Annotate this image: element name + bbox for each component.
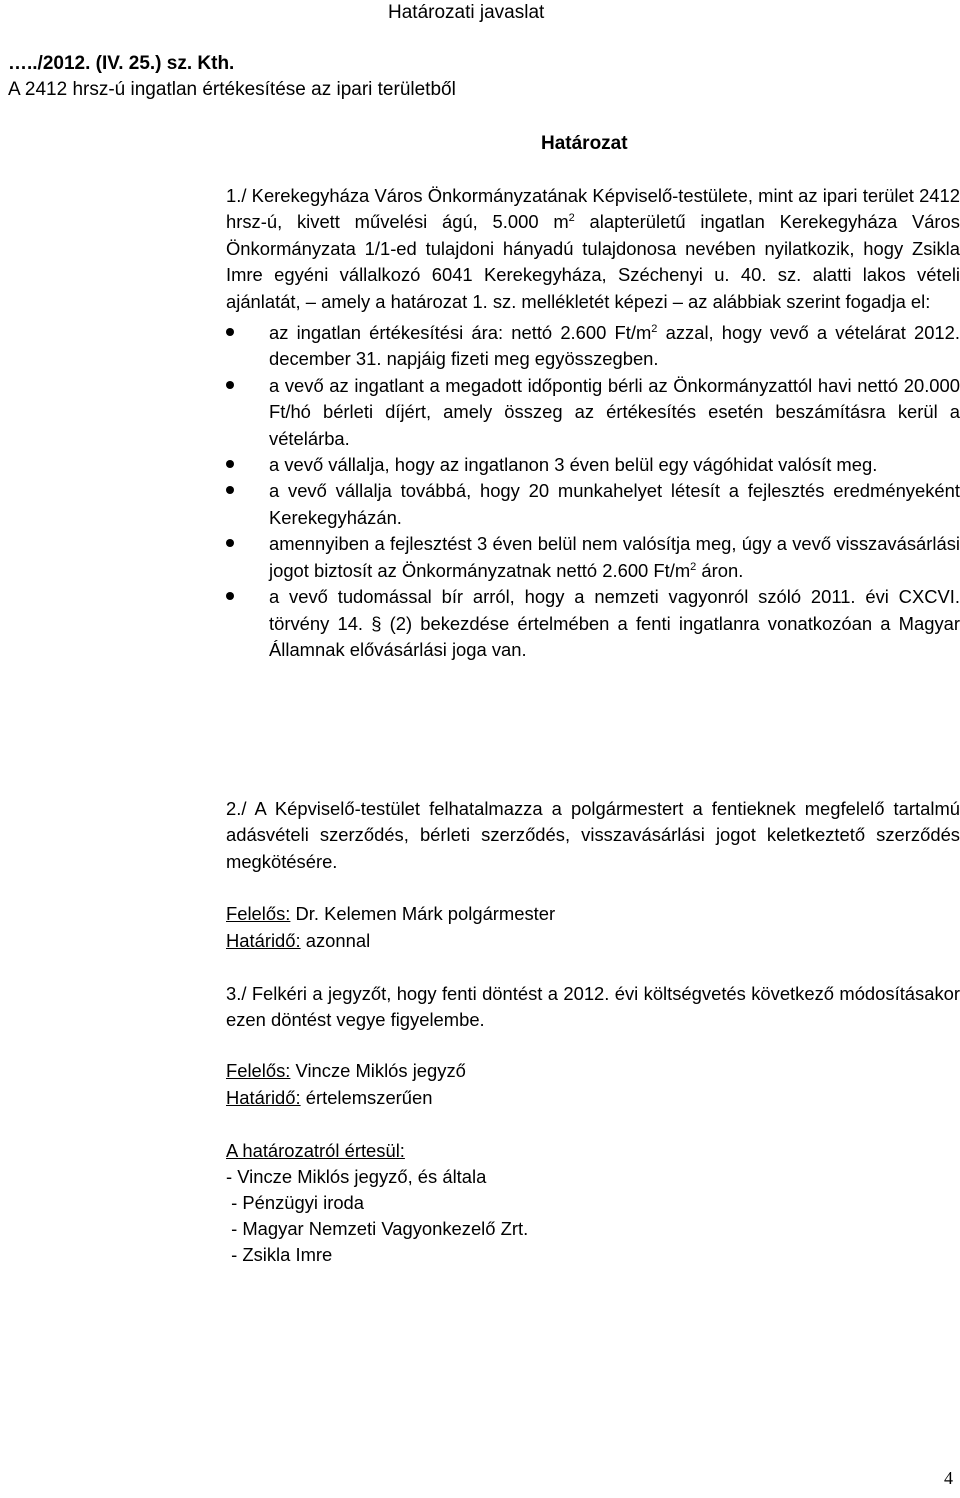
resolution-reference: …../2012. (IV. 25.) sz. Kth.: [8, 53, 235, 74]
bullet-icon: [226, 592, 234, 600]
notify-item: - Vincze Miklós jegyző, és általa: [226, 1166, 487, 1187]
list-item: a vevő vállalja továbbá, hogy 20 munkahelyet létesít a fejlesztés eredményeként Kerekegyházán.: [226, 478, 960, 531]
list-item: az ingatlan értékesítési ára: nettó 2.600 $Ft/m^2$ azzal, hogy vevő a vételárat 2012. december 31. napjáig fizeti meg egyösszegben.: [226, 320, 960, 373]
notify-title: A határozatról értesül:: [226, 1140, 405, 1161]
section-2-responsible: Felelős: Dr. Kelemen Márk polgármester: [226, 903, 556, 924]
section-3: [226, 981, 960, 1034]
section-3-deadline: Határidő: értelemszerűen: [226, 1087, 433, 1108]
bullet-icon: [226, 539, 234, 547]
resolution-subject: A 2412 hrsz-ú ingatlan értékesítése az ipari területből: [8, 79, 456, 100]
section-1-text: 1./ Kerekegyháza Város Önkormányzatának Képviselő-testülete, mint az ipari terület 2412 hrsz-ú, kivett művelési ágú, 5.000 $m^2$ alapterületű ingatlan Kerekegyháza Város Önkormányzata 1/1-ed tulajdoni hányadú tulajdonosa nevében nyilatkozik, hogy Zsikla Imre egyéni vállalkozó 6041 Kerekegyháza, Széchenyi u. 40. sz. alatti lakos vételi ajánlatát, – amely a határozat 1. sz. mellékletét képezi – az alábbiak szerint fogadja el:: [226, 185, 960, 312]
proposal-label: Határozati javaslat: [388, 2, 545, 23]
bullet-icon: [226, 328, 234, 336]
section-2-text: 2./ A Képviselő-testület felhatalmazza a polgármestert a fentieknek megfelelő tartalmú adásvételi szerződés, bérleti szerződés, visszavásárlási jogot keletkeztető szerződés megkötésére.: [226, 798, 960, 872]
notify-item: - Pénzügyi iroda: [226, 1192, 365, 1213]
page-number: 4: [944, 1468, 953, 1488]
conditions-list: [226, 320, 960, 663]
list-item: a vevő az ingatlant a megadott időpontig bérli az Önkormányzattól havi nettó 20.000 Ft/hó bérleti díjért, amely összeg az értékesítés esetén beszámításra kerül a vételárba.: [226, 373, 960, 452]
bullet-icon: [226, 460, 234, 468]
section-3-responsible: Felelős: Vincze Miklós jegyző: [226, 1060, 466, 1081]
section-1: [226, 183, 960, 663]
bullet-icon: [226, 381, 234, 389]
section-2: [226, 796, 960, 875]
section-2-deadline: Határidő: azonnal: [226, 930, 371, 951]
section-3-text: 3./ Felkéri a jegyzőt, hogy fenti döntést a 2012. évi költségvetés következő módosításakor ezen döntést vegye figyelembe.: [226, 983, 960, 1031]
list-item: amennyiben a fejlesztést 3 éven belül nem valósítja meg, úgy a vevő visszavásárlási jogot biztosít az Önkormányzatnak nettó 2.600 $Ft/m^2$ áron.: [226, 531, 960, 584]
decision-title: Határozat: [541, 133, 628, 154]
bullet-icon: [226, 486, 234, 494]
notify-item: - Zsikla Imre: [226, 1244, 333, 1265]
list-item: a vevő tudomással bír arról, hogy a nemzeti vagyonról szóló 2011. évi CXCVI. törvény 14. § (2) bekezdése értelmében a fenti ingatlanra vonatkozóan a Magyar Államnak elővásárlási joga van.: [226, 584, 960, 663]
list-item: a vevő vállalja, hogy az ingatlanon 3 éven belül egy vágóhidat valósít meg.: [226, 452, 960, 478]
notify-item: - Magyar Nemzeti Vagyonkezelő Zrt.: [226, 1218, 529, 1239]
